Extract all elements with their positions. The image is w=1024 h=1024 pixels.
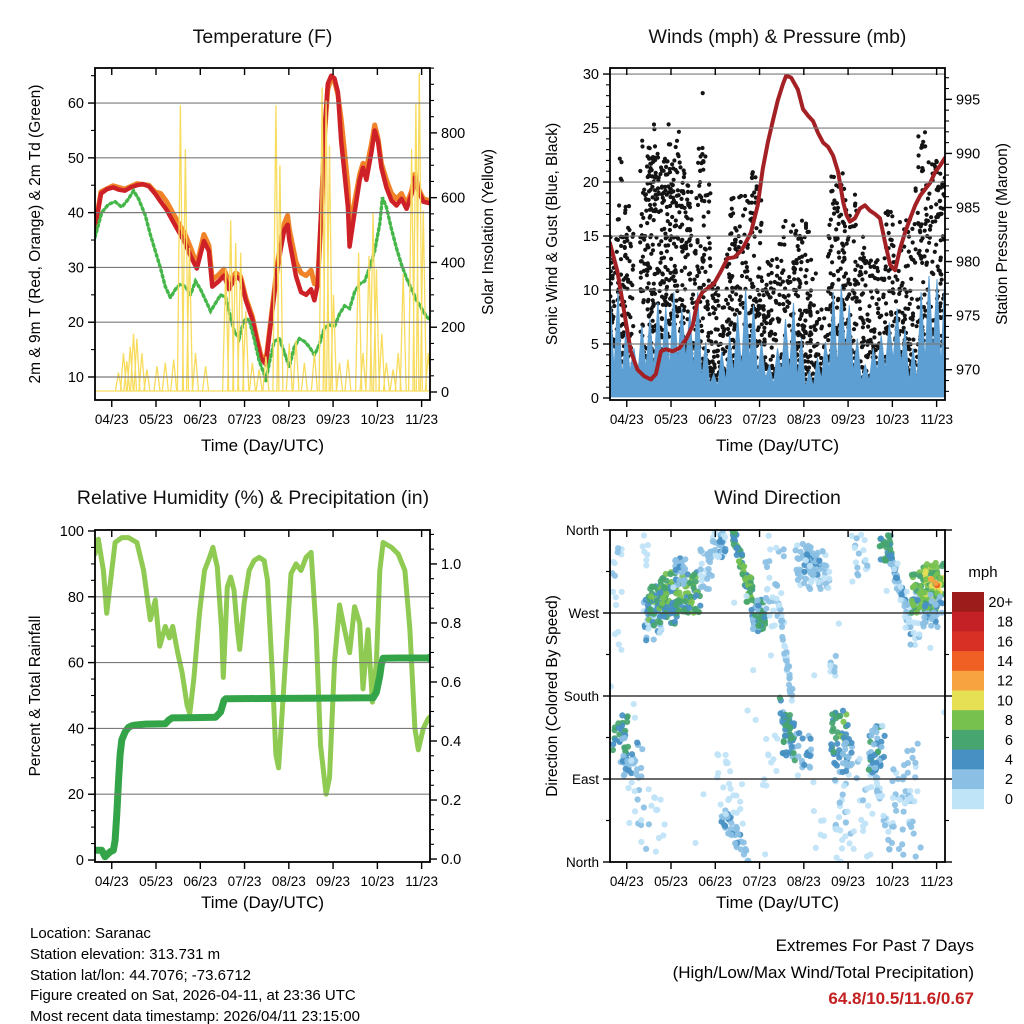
svg-text:0.6: 0.6 bbox=[441, 674, 462, 691]
svg-text:10: 10 bbox=[582, 283, 599, 300]
svg-text:80: 80 bbox=[67, 589, 84, 606]
svg-text:10: 10 bbox=[67, 369, 84, 386]
svg-text:0.0: 0.0 bbox=[441, 852, 462, 869]
svg-text:0.8: 0.8 bbox=[441, 615, 462, 632]
svg-text:1.0: 1.0 bbox=[441, 556, 462, 573]
rh_precip-series bbox=[95, 538, 435, 857]
svg-text:05/23: 05/23 bbox=[139, 874, 173, 889]
svg-text:04/23: 04/23 bbox=[609, 874, 644, 889]
svg-text:04/23: 04/23 bbox=[94, 412, 129, 427]
yaxis-label-percent-rainfall-left: Percent & Total Rainfall bbox=[27, 615, 44, 777]
svg-text:20: 20 bbox=[67, 787, 84, 804]
svg-text:North: North bbox=[565, 855, 599, 870]
winds_pressure-plot bbox=[583, 67, 980, 427]
svg-text:South: South bbox=[563, 689, 599, 704]
svg-text:0: 0 bbox=[590, 391, 599, 408]
svg-text:10/23: 10/23 bbox=[360, 412, 395, 427]
svg-text:0.2: 0.2 bbox=[441, 793, 462, 810]
svg-text:30: 30 bbox=[67, 260, 84, 277]
svg-text:600: 600 bbox=[441, 190, 466, 207]
svg-text:0: 0 bbox=[75, 853, 84, 870]
station-metadata bbox=[30, 924, 360, 1024]
station-elevation: Station elevation: 313.731 m bbox=[30, 945, 221, 963]
svg-text:40: 40 bbox=[67, 205, 84, 222]
svg-text:05/23: 05/23 bbox=[139, 412, 173, 427]
svg-text:10/23: 10/23 bbox=[360, 874, 395, 889]
yaxis-label-direction-left: Direction (Colored By Speed) bbox=[544, 595, 561, 797]
svg-text:11/23: 11/23 bbox=[405, 874, 439, 889]
svg-text:05/23: 05/23 bbox=[654, 874, 688, 889]
svg-text:4: 4 bbox=[1004, 752, 1013, 769]
svg-text:11/23: 11/23 bbox=[920, 874, 954, 889]
xaxis-label-humidity-precip: Time (Day/UTC) bbox=[200, 893, 325, 912]
chart-title-temperature: Temperature (F) bbox=[192, 26, 333, 48]
svg-text:980: 980 bbox=[956, 254, 981, 271]
extremes-summary bbox=[560, 933, 974, 1013]
svg-text:10/23: 10/23 bbox=[875, 412, 910, 427]
yaxis-label-temperature-left: 2m & 9m T (Red, Orange) & 2m Td (Green) bbox=[27, 84, 44, 384]
station-location: Location: Saranac bbox=[30, 925, 151, 942]
svg-text:20: 20 bbox=[582, 175, 599, 192]
xaxis-label-winds-pressure: Time (Day/UTC) bbox=[715, 436, 840, 455]
svg-text:08/23: 08/23 bbox=[786, 412, 821, 427]
svg-text:14: 14 bbox=[996, 654, 1013, 670]
svg-text:West: West bbox=[568, 606, 599, 621]
svg-text:200: 200 bbox=[441, 320, 466, 337]
svg-text:08/23: 08/23 bbox=[271, 412, 306, 427]
svg-text:East: East bbox=[571, 772, 599, 787]
svg-text:975: 975 bbox=[956, 308, 981, 325]
svg-text:09/23: 09/23 bbox=[316, 874, 350, 889]
svg-text:06/23: 06/23 bbox=[698, 412, 733, 427]
svg-text:04/23: 04/23 bbox=[609, 412, 644, 427]
extremes-title: Extremes For Past 7 Days bbox=[775, 936, 974, 955]
svg-text:100: 100 bbox=[59, 523, 84, 540]
yaxis-label-pressure-right: Station Pressure (Maroon) bbox=[994, 143, 1011, 325]
xaxis-label-temperature: Time (Day/UTC) bbox=[200, 436, 325, 455]
svg-text:6: 6 bbox=[1004, 732, 1013, 749]
svg-text:0: 0 bbox=[1004, 791, 1013, 808]
svg-text:08/23: 08/23 bbox=[271, 874, 306, 889]
svg-text:11/23: 11/23 bbox=[405, 412, 439, 427]
svg-text:18: 18 bbox=[996, 614, 1013, 631]
svg-text:06/23: 06/23 bbox=[698, 874, 733, 889]
svg-text:25: 25 bbox=[582, 121, 599, 138]
svg-text:07/23: 07/23 bbox=[227, 874, 262, 889]
yaxis-label-wind-left: Sonic Wind & Gust (Blue, Black) bbox=[544, 122, 561, 346]
station-latlon: Station lat/lon: 44.7076; -73.6712 bbox=[30, 966, 252, 984]
svg-text:60: 60 bbox=[67, 96, 84, 113]
svg-text:400: 400 bbox=[441, 255, 466, 272]
xaxis-label-wind-direction: Time (Day/UTC) bbox=[715, 893, 840, 912]
svg-text:50: 50 bbox=[67, 150, 84, 167]
svg-text:15: 15 bbox=[582, 229, 599, 246]
svg-text:16: 16 bbox=[996, 634, 1013, 651]
figure-created-timestamp: Figure created on Sat, 2026-04-11, at 23:36 UTC bbox=[30, 987, 356, 1005]
chart-title-winds-pressure: Winds (mph) & Pressure (mb) bbox=[648, 26, 907, 48]
svg-text:07/23: 07/23 bbox=[742, 412, 777, 427]
svg-text:05/23: 05/23 bbox=[654, 412, 688, 427]
svg-text:5: 5 bbox=[590, 337, 599, 354]
wind_direction-plot bbox=[564, 523, 953, 889]
svg-text:60: 60 bbox=[67, 655, 84, 672]
temperature-series bbox=[95, 73, 431, 391]
speed-colorbar bbox=[952, 592, 1013, 809]
svg-text:995: 995 bbox=[956, 92, 981, 109]
svg-text:12: 12 bbox=[996, 673, 1013, 690]
svg-text:10: 10 bbox=[996, 693, 1013, 710]
chart-title-wind-direction: Wind Direction bbox=[714, 487, 841, 509]
svg-text:04/23: 04/23 bbox=[94, 874, 129, 889]
svg-text:09/23: 09/23 bbox=[316, 412, 350, 427]
svg-text:06/23: 06/23 bbox=[183, 874, 218, 889]
svg-text:40: 40 bbox=[67, 721, 84, 738]
svg-text:800: 800 bbox=[441, 125, 466, 142]
svg-text:20: 20 bbox=[67, 315, 84, 332]
chart-title-humidity-precip: Relative Humidity (%) & Precipitation (in) bbox=[76, 487, 430, 509]
rainfall-line bbox=[95, 658, 430, 857]
svg-text:North: North bbox=[565, 523, 599, 538]
svg-text:0.4: 0.4 bbox=[441, 734, 462, 751]
temperature-plot bbox=[68, 68, 465, 427]
svg-text:990: 990 bbox=[956, 146, 981, 163]
svg-text:970: 970 bbox=[956, 362, 981, 379]
colorbar-title: mph bbox=[968, 564, 998, 581]
svg-text:09/23: 09/23 bbox=[831, 412, 865, 427]
svg-text:20+: 20+ bbox=[988, 594, 1013, 611]
svg-text:985: 985 bbox=[956, 200, 981, 217]
svg-text:06/23: 06/23 bbox=[183, 412, 218, 427]
svg-text:8: 8 bbox=[1004, 713, 1013, 730]
svg-text:09/23: 09/23 bbox=[831, 874, 865, 889]
yaxis-label-solar-right: Solar Insolation (Yellow) bbox=[480, 149, 497, 315]
extremes-subtitle: (High/Low/Max Wind/Total Precipitation) bbox=[672, 962, 974, 982]
most-recent-data-timestamp: Most recent data timestamp: 2026/04/11 23:15:00 bbox=[30, 1008, 360, 1024]
svg-text:08/23: 08/23 bbox=[786, 874, 821, 889]
svg-text:0: 0 bbox=[441, 384, 450, 401]
extremes-values: 64.8/10.5/11.6/0.67 bbox=[828, 989, 974, 1008]
svg-text:10/23: 10/23 bbox=[875, 874, 910, 889]
rh_precip-plot bbox=[60, 524, 461, 889]
svg-text:30: 30 bbox=[582, 67, 599, 84]
svg-text:07/23: 07/23 bbox=[742, 874, 777, 889]
svg-text:11/23: 11/23 bbox=[920, 412, 954, 427]
svg-text:07/23: 07/23 bbox=[227, 412, 262, 427]
svg-text:2: 2 bbox=[1004, 772, 1013, 789]
